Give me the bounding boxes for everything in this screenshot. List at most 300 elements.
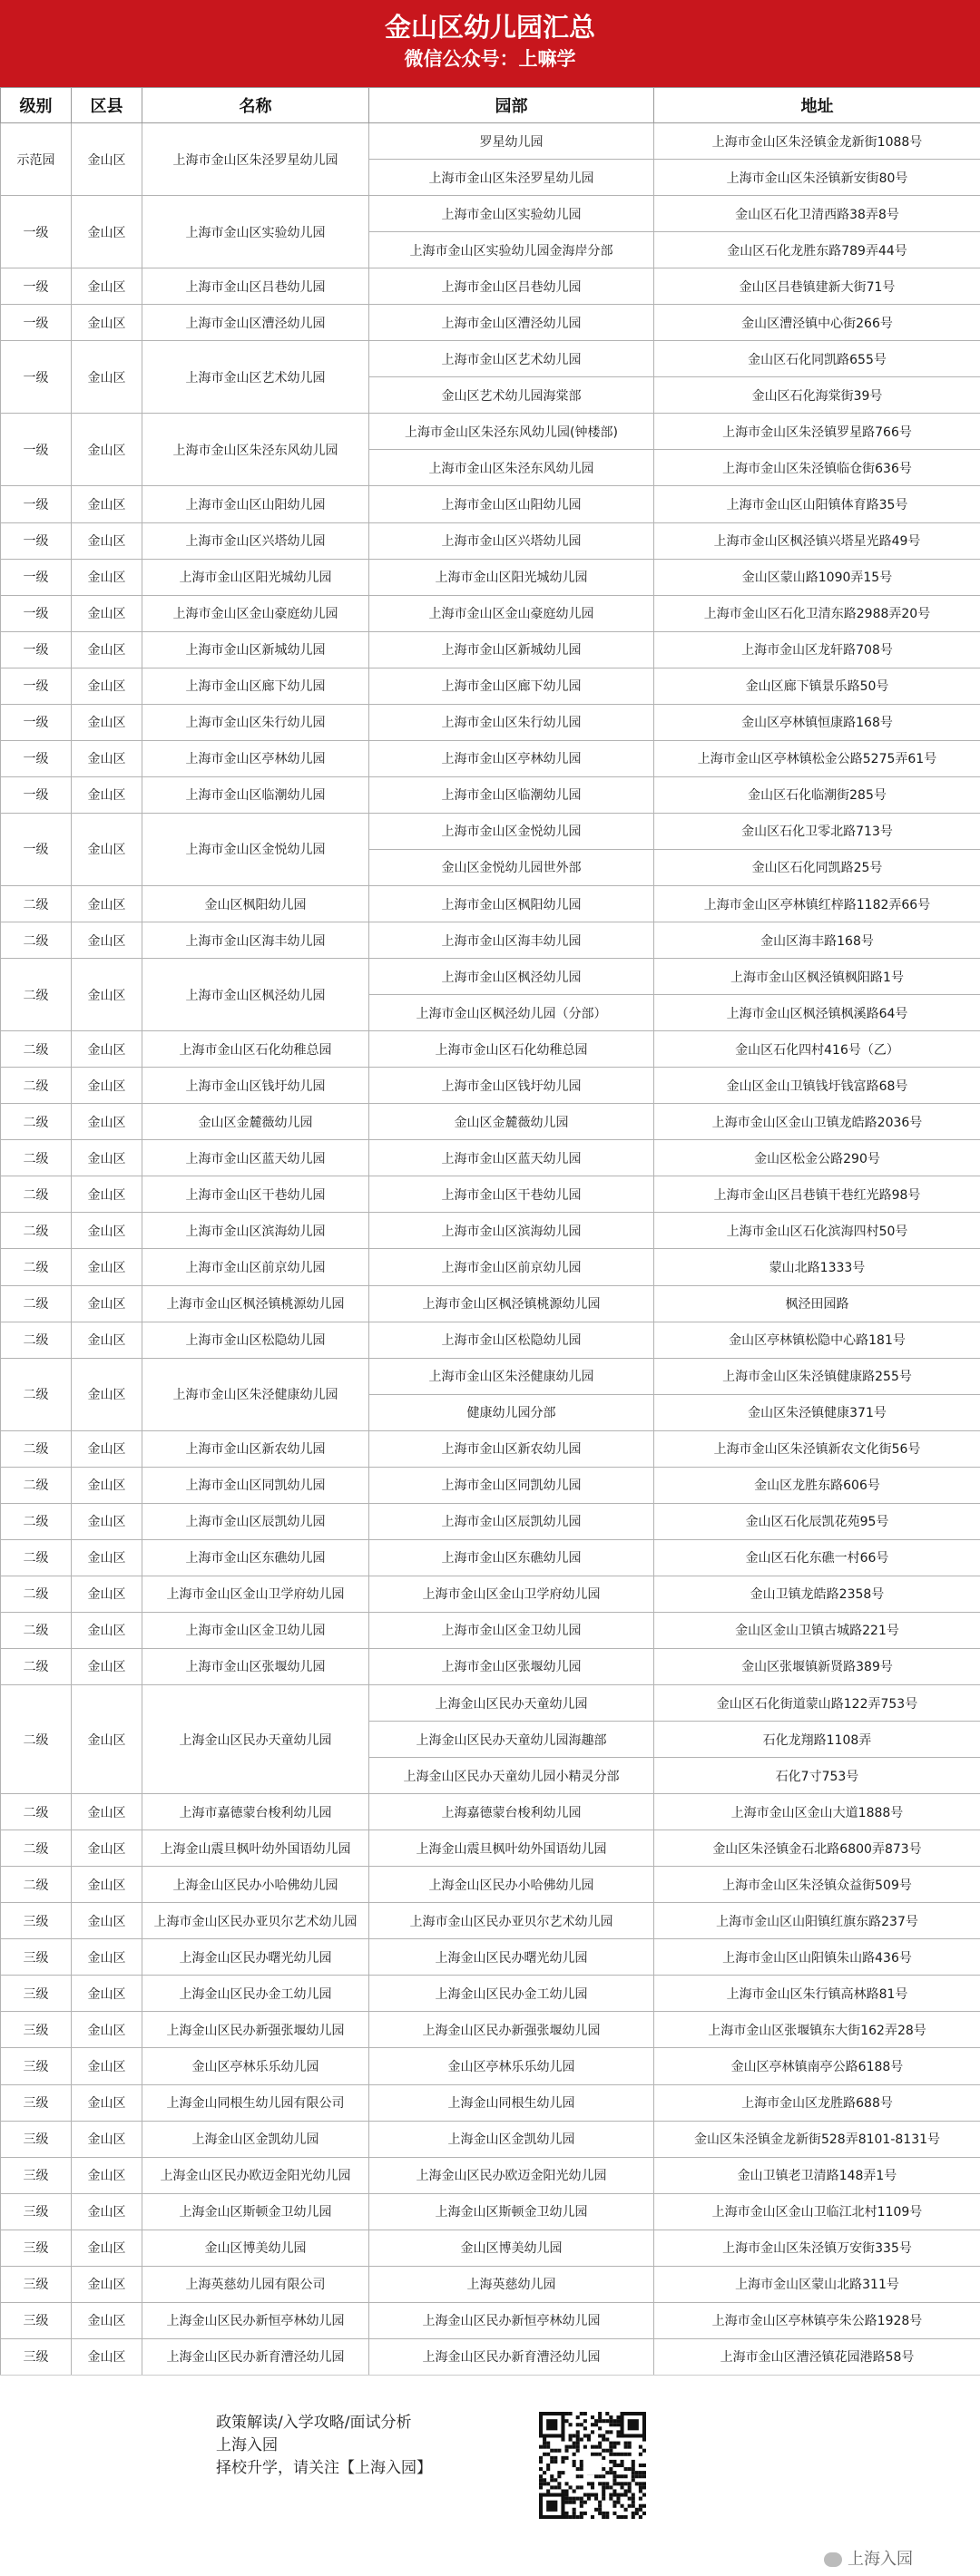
wechat-account-name: 上海入园 <box>848 2550 913 2569</box>
address-cell: 蒙山北路1333号 <box>654 1249 980 1285</box>
campus-cell: 上海市金山区临潮幼儿园 <box>369 776 654 813</box>
campus-cell: 上海金山同根生幼儿园 <box>369 2084 654 2121</box>
name-cell: 上海市金山区实验幼儿园 <box>142 196 369 268</box>
name-cell: 上海市金山区石化幼稚总园 <box>142 1031 369 1068</box>
table-row <box>1 2193 980 2230</box>
address-cell: 金山卫镇龙皓路2358号 <box>654 1576 980 1612</box>
campus-cell: 上海市金山区金卫幼儿园 <box>369 1612 654 1648</box>
district-cell: 金山区 <box>72 1648 142 1684</box>
address-cell: 上海市金山区朱泾镇众益街509号 <box>654 1867 980 1903</box>
name-cell: 上海市金山区廊下幼儿园 <box>142 668 369 704</box>
address-cell: 上海市金山区漕泾镇花园港路58号 <box>654 2338 980 2375</box>
level-cell: 二级 <box>1 1467 72 1503</box>
campus-cell: 金山区亭林乐乐幼儿园 <box>369 2048 654 2084</box>
level-cell: 二级 <box>1 1867 72 1903</box>
address-cell: 金山区石化海棠街39号 <box>654 377 980 414</box>
campus-cell: 上海市金山区枫泾幼儿园 <box>369 959 654 995</box>
table-row <box>1 1867 980 1903</box>
name-cell: 上海市金山区滨海幼儿园 <box>142 1213 369 1249</box>
campus-cell: 上海市金山区朱泾健康幼儿园 <box>369 1358 654 1394</box>
name-cell: 上海市金山区张堰幼儿园 <box>142 1648 369 1684</box>
campus-cell: 上海金山区民办小哈佛幼儿园 <box>369 1867 654 1903</box>
name-cell: 上海金山区民办新强张堰幼儿园 <box>142 2012 369 2048</box>
address-cell: 金山区石化卫零北路713号 <box>654 813 980 849</box>
level-cell: 三级 <box>1 2266 72 2302</box>
name-cell: 上海市金山区兴塔幼儿园 <box>142 522 369 559</box>
campus-cell: 金山区艺术幼儿园海棠部 <box>369 377 654 414</box>
table-row <box>1 1285 980 1322</box>
name-cell: 金山区亭林乐乐幼儿园 <box>142 2048 369 2084</box>
level-cell: 二级 <box>1 1176 72 1213</box>
table-row <box>1 1031 980 1068</box>
address-cell: 金山区亭林镇恒康路168号 <box>654 704 980 740</box>
campus-cell: 上海市金山区漕泾幼儿园 <box>369 305 654 341</box>
campus-cell: 上海市金山区石化幼稚总园 <box>369 1031 654 1068</box>
table-row <box>1 1068 980 1104</box>
address-cell: 上海市金山区蒙山北路311号 <box>654 2266 980 2302</box>
district-cell: 金山区 <box>72 123 142 196</box>
address-cell: 上海市金山区朱行镇高林路81号 <box>654 1976 980 2012</box>
campus-cell: 上海市金山区实验幼儿园金海岸分部 <box>369 232 654 268</box>
table-row <box>1 1648 980 1684</box>
campus-cell: 上海英慈幼儿园 <box>369 2266 654 2302</box>
address-cell: 金山区龙胜东路606号 <box>654 1467 980 1503</box>
campus-cell: 上海金山区民办欧迈金阳光幼儿园 <box>369 2157 654 2193</box>
campus-cell: 上海金山区民办新强张堰幼儿园 <box>369 2012 654 2048</box>
address-cell: 石化7寸753号 <box>654 1758 980 1794</box>
name-cell: 上海金山区民办天童幼儿园 <box>142 1685 369 1794</box>
campus-cell: 上海市金山区吕巷幼儿园 <box>369 268 654 305</box>
table-row <box>1 885 980 922</box>
campus-cell: 上海市金山区新农幼儿园 <box>369 1430 654 1467</box>
campus-cell: 上海市金山区山阳幼儿园 <box>369 486 654 522</box>
level-cell: 一级 <box>1 341 72 414</box>
district-cell: 金山区 <box>72 1467 142 1503</box>
table-row <box>1 305 980 341</box>
campus-cell: 上海市金山区前京幼儿园 <box>369 1249 654 1285</box>
district-cell: 金山区 <box>72 1976 142 2012</box>
campus-cell: 上海市金山区朱泾东风幼儿园(钟楼部) <box>369 414 654 450</box>
name-cell: 上海市金山区金山卫学府幼儿园 <box>142 1576 369 1612</box>
address-cell: 上海市金山区枫泾镇兴塔星光路49号 <box>654 522 980 559</box>
table-row <box>1 922 980 959</box>
district-cell: 金山区 <box>72 1430 142 1467</box>
campus-cell: 上海市金山区蓝天幼儿园 <box>369 1140 654 1176</box>
address-cell: 上海市金山区吕巷镇干巷红光路98号 <box>654 1176 980 1213</box>
district-cell: 金山区 <box>72 341 142 414</box>
district-cell: 金山区 <box>72 668 142 704</box>
district-cell: 金山区 <box>72 2157 142 2193</box>
address-cell: 上海市金山区枫泾镇枫阳路1号 <box>654 959 980 995</box>
campus-cell: 上海市金山区钱圩幼儿园 <box>369 1068 654 1104</box>
district-cell: 金山区 <box>72 2193 142 2230</box>
table-row <box>1 559 980 595</box>
address-cell: 上海市金山区龙轩路708号 <box>654 631 980 668</box>
table-row <box>1 2266 980 2302</box>
name-cell: 上海市金山区吕巷幼儿园 <box>142 268 369 305</box>
district-cell: 金山区 <box>72 1939 142 1976</box>
level-cell: 二级 <box>1 1104 72 1140</box>
campus-cell: 上海市金山区东礁幼儿园 <box>369 1539 654 1576</box>
district-cell: 金山区 <box>72 2012 142 2048</box>
campus-cell: 上海金山震旦枫叶幼外国语幼儿园 <box>369 1830 654 1867</box>
address-cell: 金山区张堰镇新贤路389号 <box>654 1648 980 1684</box>
name-cell: 上海英慈幼儿园有限公司 <box>142 2266 369 2302</box>
footer <box>0 2375 980 2576</box>
level-cell: 二级 <box>1 1249 72 1285</box>
address-cell: 石化龙翔路1108弄 <box>654 1722 980 1758</box>
name-cell: 上海金山区民办新恒亭林幼儿园 <box>142 2302 369 2338</box>
address-cell: 枫泾田园路 <box>654 1285 980 1322</box>
name-cell: 上海市金山区新城幼儿园 <box>142 631 369 668</box>
campus-cell: 上海市金山区张堰幼儿园 <box>369 1648 654 1684</box>
level-cell: 三级 <box>1 1976 72 2012</box>
campus-cell: 上海金山区民办金工幼儿园 <box>369 1976 654 2012</box>
level-cell: 三级 <box>1 2048 72 2084</box>
address-cell: 金山区石化辰凯花苑95号 <box>654 1503 980 1539</box>
level-cell: 一级 <box>1 559 72 595</box>
name-cell: 上海市金山区金悦幼儿园 <box>142 813 369 885</box>
district-cell: 金山区 <box>72 1068 142 1104</box>
campus-cell: 健康幼儿园分部 <box>369 1394 654 1430</box>
address-cell: 金山区松金公路290号 <box>654 1140 980 1176</box>
table-row <box>1 1140 980 1176</box>
district-cell: 金山区 <box>72 2266 142 2302</box>
campus-cell: 上海嘉德蒙台梭利幼儿园 <box>369 1794 654 1830</box>
name-cell: 上海市金山区阳光城幼儿园 <box>142 559 369 595</box>
name-cell: 上海市金山区东礁幼儿园 <box>142 1539 369 1576</box>
name-cell: 上海市金山区新农幼儿园 <box>142 1430 369 1467</box>
district-cell: 金山区 <box>72 2338 142 2375</box>
level-cell: 二级 <box>1 1612 72 1648</box>
name-cell: 上海市金山区辰凯幼儿园 <box>142 1503 369 1539</box>
kindergarten-table <box>0 87 980 2376</box>
column-header: 区县 <box>72 88 142 123</box>
table-row <box>1 1539 980 1576</box>
district-cell: 金山区 <box>72 1503 142 1539</box>
address-cell: 上海市金山区朱泾镇临仓街636号 <box>654 450 980 486</box>
name-cell: 上海市嘉德蒙台梭利幼儿园 <box>142 1794 369 1830</box>
name-cell: 上海金山区金凯幼儿园 <box>142 2121 369 2157</box>
page-subtitle: 微信公众号：上嘛学 <box>0 45 980 73</box>
name-cell: 上海金山区民办欧迈金阳光幼儿园 <box>142 2157 369 2193</box>
campus-cell: 上海市金山区实验幼儿园 <box>369 196 654 232</box>
footer-line: 上海入园 <box>216 2435 432 2457</box>
campus-cell: 上海市金山区民办亚贝尔艺术幼儿园 <box>369 1903 654 1939</box>
table-row <box>1 1612 980 1648</box>
district-cell: 金山区 <box>72 2048 142 2084</box>
name-cell: 上海市金山区金山豪庭幼儿园 <box>142 595 369 631</box>
table-row <box>1 2302 980 2338</box>
address-cell: 金山区石化同凯路25号 <box>654 849 980 885</box>
campus-cell: 上海金山区民办天童幼儿园 <box>369 1685 654 1722</box>
table-row <box>1 1213 980 1249</box>
campus-cell: 上海金山区斯顿金卫幼儿园 <box>369 2193 654 2230</box>
table-row <box>1 631 980 668</box>
campus-cell: 上海市金山区艺术幼儿园 <box>369 341 654 377</box>
table-row <box>1 1249 980 1285</box>
table-row <box>1 1794 980 1830</box>
table-row <box>1 595 980 631</box>
table-header-row <box>1 88 980 123</box>
name-cell: 上海市金山区枫泾幼儿园 <box>142 959 369 1031</box>
footer-line: 政策解读/入学攻略/面试分析 <box>216 2412 432 2435</box>
campus-cell: 上海金山区民办天童幼儿园小精灵分部 <box>369 1758 654 1794</box>
table-row <box>1 2084 980 2121</box>
district-cell: 金山区 <box>72 2302 142 2338</box>
address-cell: 上海市金山区亭林镇红梓路1182弄66号 <box>654 885 980 922</box>
table-row <box>1 414 980 450</box>
page-header <box>0 0 980 87</box>
name-cell: 上海市金山区松隐幼儿园 <box>142 1322 369 1358</box>
level-cell: 一级 <box>1 414 72 486</box>
campus-cell: 上海金山区民办新育漕泾幼儿园 <box>369 2338 654 2375</box>
level-cell: 三级 <box>1 2084 72 2121</box>
name-cell: 上海市金山区朱泾健康幼儿园 <box>142 1358 369 1430</box>
campus-cell: 上海市金山区朱泾东风幼儿园 <box>369 450 654 486</box>
level-cell: 二级 <box>1 1322 72 1358</box>
campus-cell: 上海市金山区同凯幼儿园 <box>369 1467 654 1503</box>
table-row <box>1 486 980 522</box>
district-cell: 金山区 <box>72 1612 142 1648</box>
address-cell: 上海市金山区金山卫镇龙皓路2036号 <box>654 1104 980 1140</box>
level-cell: 二级 <box>1 1539 72 1576</box>
address-cell: 金山区朱泾镇健康371号 <box>654 1394 980 1430</box>
level-cell: 三级 <box>1 2157 72 2193</box>
district-cell: 金山区 <box>72 704 142 740</box>
campus-cell: 上海市金山区阳光城幼儿园 <box>369 559 654 595</box>
table-row <box>1 123 980 160</box>
table-row <box>1 1322 980 1358</box>
name-cell: 上海金山区斯顿金卫幼儿园 <box>142 2193 369 2230</box>
district-cell: 金山区 <box>72 2230 142 2266</box>
name-cell: 金山区金麓薇幼儿园 <box>142 1104 369 1140</box>
campus-cell: 罗星幼儿园 <box>369 123 654 160</box>
address-cell: 上海市金山区枫泾镇枫溪路64号 <box>654 995 980 1031</box>
level-cell: 一级 <box>1 776 72 813</box>
table-row <box>1 522 980 559</box>
name-cell: 上海市金山区海丰幼儿园 <box>142 922 369 959</box>
level-cell: 一级 <box>1 631 72 668</box>
address-cell: 上海市金山区金山大道1888号 <box>654 1794 980 1830</box>
name-cell: 上海市金山区枫泾镇桃源幼儿园 <box>142 1285 369 1322</box>
table-row <box>1 1358 980 1394</box>
address-cell: 金山区海丰路168号 <box>654 922 980 959</box>
table-row <box>1 668 980 704</box>
level-cell: 二级 <box>1 1140 72 1176</box>
name-cell: 上海金山区民办曙光幼儿园 <box>142 1939 369 1976</box>
address-cell: 金山区石化东礁一村66号 <box>654 1539 980 1576</box>
district-cell: 金山区 <box>72 1539 142 1576</box>
district-cell: 金山区 <box>72 1213 142 1249</box>
table-row <box>1 704 980 740</box>
name-cell: 上海市金山区艺术幼儿园 <box>142 341 369 414</box>
campus-cell: 上海市金山区廊下幼儿园 <box>369 668 654 704</box>
campus-cell: 上海市金山区朱行幼儿园 <box>369 704 654 740</box>
level-cell: 一级 <box>1 486 72 522</box>
campus-cell: 上海市金山区海丰幼儿园 <box>369 922 654 959</box>
district-cell: 金山区 <box>72 414 142 486</box>
campus-cell: 上海市金山区金悦幼儿园 <box>369 813 654 849</box>
level-cell: 一级 <box>1 522 72 559</box>
name-cell: 上海市金山区前京幼儿园 <box>142 1249 369 1285</box>
address-cell: 金山区石化街道蒙山路122弄753号 <box>654 1685 980 1722</box>
wechat-icon <box>824 2552 842 2567</box>
campus-cell: 上海市金山区兴塔幼儿园 <box>369 522 654 559</box>
level-cell: 一级 <box>1 704 72 740</box>
address-cell: 上海市金山区亭林镇松金公路5275弄61号 <box>654 740 980 776</box>
name-cell: 金山区枫阳幼儿园 <box>142 885 369 922</box>
name-cell: 上海市金山区金卫幼儿园 <box>142 1612 369 1648</box>
campus-cell: 上海市金山区滨海幼儿园 <box>369 1213 654 1249</box>
table-row <box>1 1176 980 1213</box>
level-cell: 二级 <box>1 1430 72 1467</box>
name-cell: 上海市金山区亭林幼儿园 <box>142 740 369 776</box>
address-cell: 金山区廊下镇景乐路50号 <box>654 668 980 704</box>
address-cell: 上海市金山区龙胜路688号 <box>654 2084 980 2121</box>
address-cell: 上海市金山区山阳镇体育路35号 <box>654 486 980 522</box>
level-cell: 一级 <box>1 305 72 341</box>
address-cell: 上海市金山区石化滨海四村50号 <box>654 1213 980 1249</box>
district-cell: 金山区 <box>72 2084 142 2121</box>
level-cell: 二级 <box>1 1285 72 1322</box>
address-cell: 金山区石化四村416号（乙） <box>654 1031 980 1068</box>
level-cell: 二级 <box>1 1685 72 1794</box>
address-cell: 上海市金山区亭林镇亭朱公路1928号 <box>654 2302 980 2338</box>
wechat-watermark <box>824 2546 913 2570</box>
name-cell: 上海金山区民办小哈佛幼儿园 <box>142 1867 369 1903</box>
address-cell: 上海市金山区金山卫临江北村1109号 <box>654 2193 980 2230</box>
address-cell: 上海市金山区朱泾镇金龙新街1088号 <box>654 123 980 160</box>
table-row <box>1 1430 980 1467</box>
campus-cell: 上海金山区民办曙光幼儿园 <box>369 1939 654 1976</box>
district-cell: 金山区 <box>72 922 142 959</box>
campus-cell: 上海市金山区辰凯幼儿园 <box>369 1503 654 1539</box>
name-cell: 上海市金山区朱泾东风幼儿园 <box>142 414 369 486</box>
district-cell: 金山区 <box>72 1322 142 1358</box>
address-cell: 金山区亭林镇松隐中心路181号 <box>654 1322 980 1358</box>
name-cell: 上海市金山区同凯幼儿园 <box>142 1467 369 1503</box>
campus-cell: 上海市金山区金山豪庭幼儿园 <box>369 595 654 631</box>
level-cell: 三级 <box>1 2012 72 2048</box>
level-cell: 三级 <box>1 2338 72 2375</box>
district-cell: 金山区 <box>72 776 142 813</box>
district-cell: 金山区 <box>72 1140 142 1176</box>
address-cell: 上海市金山区朱泾镇万安街335号 <box>654 2230 980 2266</box>
district-cell: 金山区 <box>72 522 142 559</box>
table-row <box>1 1467 980 1503</box>
name-cell: 上海金山区民办金工幼儿园 <box>142 1976 369 2012</box>
level-cell: 二级 <box>1 1503 72 1539</box>
table-row <box>1 1903 980 1939</box>
level-cell: 三级 <box>1 2193 72 2230</box>
column-header: 园部 <box>369 88 654 123</box>
name-cell: 上海市金山区临潮幼儿园 <box>142 776 369 813</box>
address-cell: 金山区亭林镇南亭公路6188号 <box>654 2048 980 2084</box>
level-cell: 一级 <box>1 740 72 776</box>
district-cell: 金山区 <box>72 959 142 1031</box>
table-row <box>1 1939 980 1976</box>
column-header: 级别 <box>1 88 72 123</box>
footer-text <box>216 2412 432 2480</box>
district-cell: 金山区 <box>72 196 142 268</box>
level-cell: 一级 <box>1 668 72 704</box>
name-cell: 上海市金山区民办亚贝尔艺术幼儿园 <box>142 1903 369 1939</box>
name-cell: 上海市金山区干巷幼儿园 <box>142 1176 369 1213</box>
name-cell: 上海市金山区朱泾罗星幼儿园 <box>142 123 369 196</box>
district-cell: 金山区 <box>72 486 142 522</box>
address-cell: 金山卫镇老卫清路148弄1号 <box>654 2157 980 2193</box>
level-cell: 二级 <box>1 1794 72 1830</box>
table-row <box>1 341 980 377</box>
district-cell: 金山区 <box>72 885 142 922</box>
address-cell: 上海市金山区朱泾镇罗星路766号 <box>654 414 980 450</box>
address-cell: 金山区石化同凯路655号 <box>654 341 980 377</box>
level-cell: 二级 <box>1 1068 72 1104</box>
level-cell: 一级 <box>1 196 72 268</box>
name-cell: 上海金山震旦枫叶幼外国语幼儿园 <box>142 1830 369 1867</box>
name-cell: 上海金山同根生幼儿园有限公司 <box>142 2084 369 2121</box>
table-row <box>1 1576 980 1612</box>
page-title: 金山区幼儿园汇总 <box>0 0 980 45</box>
level-cell: 三级 <box>1 2230 72 2266</box>
district-cell: 金山区 <box>72 1176 142 1213</box>
name-cell: 金山区博美幼儿园 <box>142 2230 369 2266</box>
district-cell: 金山区 <box>72 1031 142 1068</box>
level-cell: 二级 <box>1 885 72 922</box>
district-cell: 金山区 <box>72 740 142 776</box>
campus-cell: 上海市金山区干巷幼儿园 <box>369 1176 654 1213</box>
address-cell: 上海市金山区山阳镇红旗东路237号 <box>654 1903 980 1939</box>
campus-cell: 上海市金山区金山卫学府幼儿园 <box>369 1576 654 1612</box>
footer-line: 择校升学，请关注【上海入园】 <box>216 2457 432 2480</box>
district-cell: 金山区 <box>72 595 142 631</box>
level-cell: 三级 <box>1 1939 72 1976</box>
address-cell: 金山区朱泾镇金石北路6800弄873号 <box>654 1830 980 1867</box>
campus-cell: 金山区金悦幼儿园世外部 <box>369 849 654 885</box>
address-cell: 金山区石化龙胜东路789弄44号 <box>654 232 980 268</box>
table-row <box>1 1976 980 2012</box>
column-header: 地址 <box>654 88 980 123</box>
level-cell: 二级 <box>1 1213 72 1249</box>
district-cell: 金山区 <box>72 1794 142 1830</box>
level-cell: 二级 <box>1 1648 72 1684</box>
address-cell: 金山区朱泾镇金龙新街528弄8101-8131号 <box>654 2121 980 2157</box>
district-cell: 金山区 <box>72 813 142 885</box>
table-row <box>1 1830 980 1867</box>
district-cell: 金山区 <box>72 305 142 341</box>
address-cell: 上海市金山区朱泾镇新农文化街56号 <box>654 1430 980 1467</box>
level-cell: 三级 <box>1 2302 72 2338</box>
table-row <box>1 196 980 232</box>
table-row <box>1 268 980 305</box>
level-cell: 一级 <box>1 268 72 305</box>
address-cell: 金山区石化卫清西路38弄8号 <box>654 196 980 232</box>
level-cell: 二级 <box>1 1830 72 1867</box>
level-cell: 二级 <box>1 922 72 959</box>
address-cell: 金山区金山卫镇古城路221号 <box>654 1612 980 1648</box>
name-cell: 上海市金山区朱行幼儿园 <box>142 704 369 740</box>
name-cell: 上海市金山区山阳幼儿园 <box>142 486 369 522</box>
name-cell: 上海市金山区漕泾幼儿园 <box>142 305 369 341</box>
table-row <box>1 2048 980 2084</box>
table-row <box>1 1104 980 1140</box>
level-cell: 三级 <box>1 2121 72 2157</box>
level-cell: 二级 <box>1 1031 72 1068</box>
level-cell: 二级 <box>1 1576 72 1612</box>
district-cell: 金山区 <box>72 559 142 595</box>
address-cell: 上海市金山区朱泾镇新安街80号 <box>654 160 980 196</box>
